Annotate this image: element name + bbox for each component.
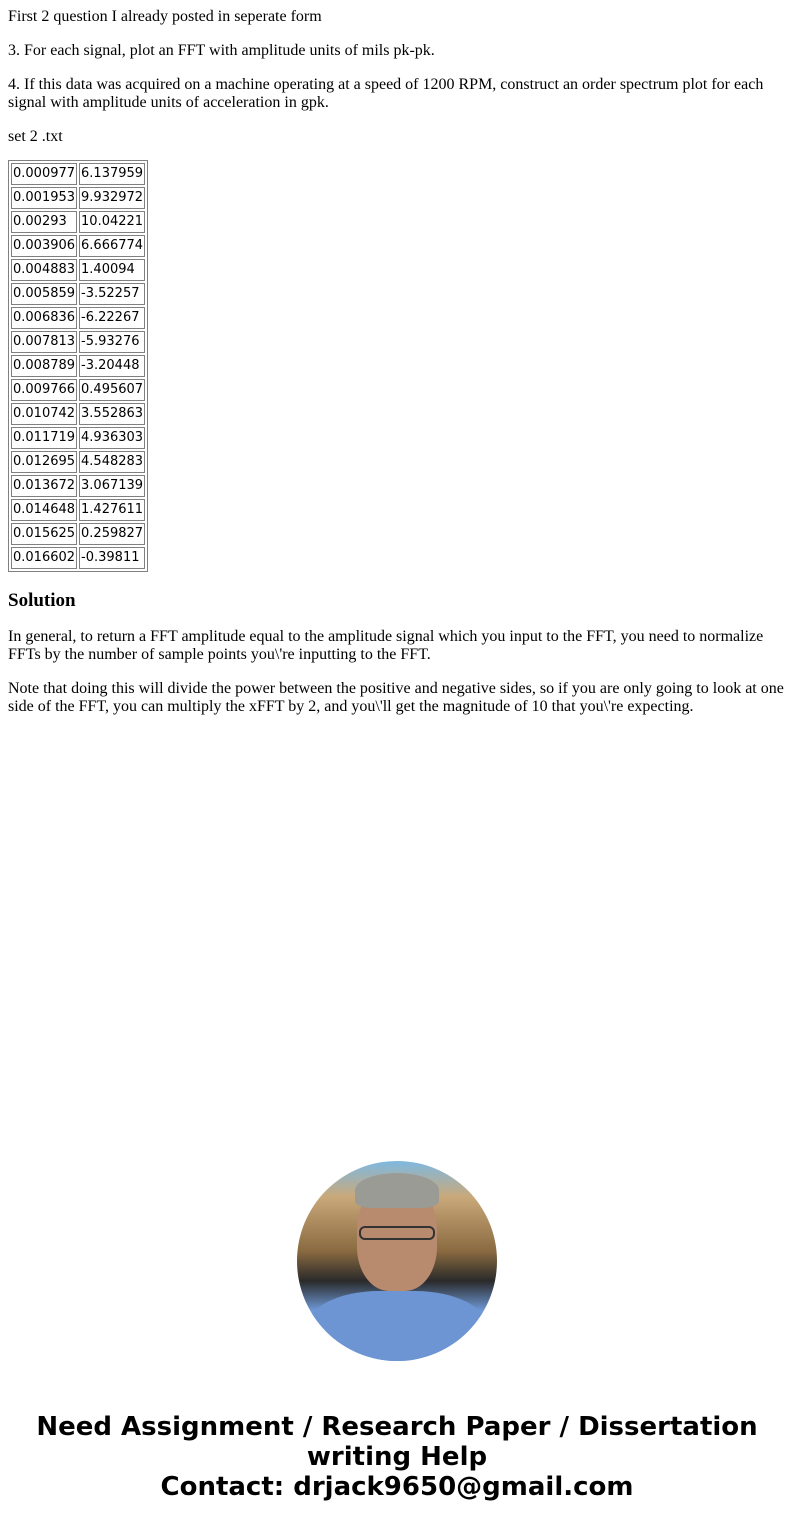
banner-contact: Contact: drjack9650@gmail.com bbox=[160, 1472, 634, 1502]
solution-paragraph-2: Note that doing this will divide the power between the positive and negative sides, so if you are only going to look at one side of the FFT, you can multiply the xFFT by 2, and you\'ll get the magnitude of 10 that you\'re expecting. bbox=[8, 680, 784, 715]
time-cell: 0.010742 bbox=[11, 403, 77, 425]
value-cell: -6.22267 bbox=[79, 307, 145, 329]
table-row bbox=[11, 283, 145, 305]
value-cell: -5.93276 bbox=[79, 331, 145, 353]
value-cell: 3.552863 bbox=[79, 403, 145, 425]
table-row bbox=[11, 475, 145, 497]
table-row bbox=[11, 451, 145, 473]
question-3: 3. For each signal, plot an FFT with amplitude units of mils pk-pk. bbox=[8, 42, 435, 59]
table-row bbox=[11, 211, 145, 233]
set-label: set 2 .txt bbox=[8, 128, 63, 145]
data-table bbox=[8, 160, 148, 572]
table-row bbox=[11, 235, 145, 257]
table-row bbox=[11, 499, 145, 521]
time-cell: 0.003906 bbox=[11, 235, 77, 257]
time-cell: 0.007813 bbox=[11, 331, 77, 353]
value-cell: -0.39811 bbox=[79, 547, 145, 569]
table-row bbox=[11, 187, 145, 209]
time-cell: 0.001953 bbox=[11, 187, 77, 209]
time-cell: 0.00293 bbox=[11, 211, 77, 233]
value-cell: -3.52257 bbox=[79, 283, 145, 305]
table-row bbox=[11, 523, 145, 545]
banner-line-1: Need Assignment / Research Paper / Dissertation bbox=[36, 1412, 758, 1442]
time-cell: 0.000977 bbox=[11, 163, 77, 185]
table-row bbox=[11, 355, 145, 377]
contact-banner bbox=[0, 1412, 794, 1502]
table-row bbox=[11, 427, 145, 449]
document bbox=[0, 8, 794, 716]
value-cell: 6.137959 bbox=[79, 163, 145, 185]
time-cell: 0.012695 bbox=[11, 451, 77, 473]
value-cell: 4.548283 bbox=[79, 451, 145, 473]
value-cell: 9.932972 bbox=[79, 187, 145, 209]
time-cell: 0.013672 bbox=[11, 475, 77, 497]
table-row bbox=[11, 163, 145, 185]
solution-heading: Solution bbox=[8, 590, 76, 611]
time-cell: 0.004883 bbox=[11, 259, 77, 281]
table-row bbox=[11, 403, 145, 425]
author-photo bbox=[297, 1161, 497, 1361]
question-4: 4. If this data was acquired on a machine operating at a speed of 1200 RPM, construct an order spectrum plot for each signal with amplitude units of acceleration in gpk. bbox=[8, 76, 764, 111]
value-cell: 0.495607 bbox=[79, 379, 145, 401]
table-row bbox=[11, 331, 145, 353]
value-cell: 0.259827 bbox=[79, 523, 145, 545]
table-row bbox=[11, 259, 145, 281]
value-cell: 10.04221 bbox=[79, 211, 145, 233]
value-cell: 6.666774 bbox=[79, 235, 145, 257]
banner-line-2: writing Help bbox=[306, 1442, 488, 1472]
table-row bbox=[11, 379, 145, 401]
time-cell: 0.014648 bbox=[11, 499, 77, 521]
time-cell: 0.015625 bbox=[11, 523, 77, 545]
value-cell: 1.40094 bbox=[79, 259, 145, 281]
time-cell: 0.008789 bbox=[11, 355, 77, 377]
time-cell: 0.011719 bbox=[11, 427, 77, 449]
table-row bbox=[11, 547, 145, 569]
table-row bbox=[11, 307, 145, 329]
value-cell: -3.20448 bbox=[79, 355, 145, 377]
time-cell: 0.006836 bbox=[11, 307, 77, 329]
value-cell: 4.936303 bbox=[79, 427, 145, 449]
time-cell: 0.016602 bbox=[11, 547, 77, 569]
solution-paragraph-1: In general, to return a FFT amplitude equal to the amplitude signal which you input to the FFT, you need to normalize FFTs by the number of sample points you\'re inputting to the FFT. bbox=[8, 628, 764, 663]
time-cell: 0.005859 bbox=[11, 283, 77, 305]
time-cell: 0.009766 bbox=[11, 379, 77, 401]
value-cell: 1.427611 bbox=[79, 499, 145, 521]
value-cell: 3.067139 bbox=[79, 475, 145, 497]
intro-text: First 2 question I already posted in seperate form bbox=[8, 8, 322, 25]
